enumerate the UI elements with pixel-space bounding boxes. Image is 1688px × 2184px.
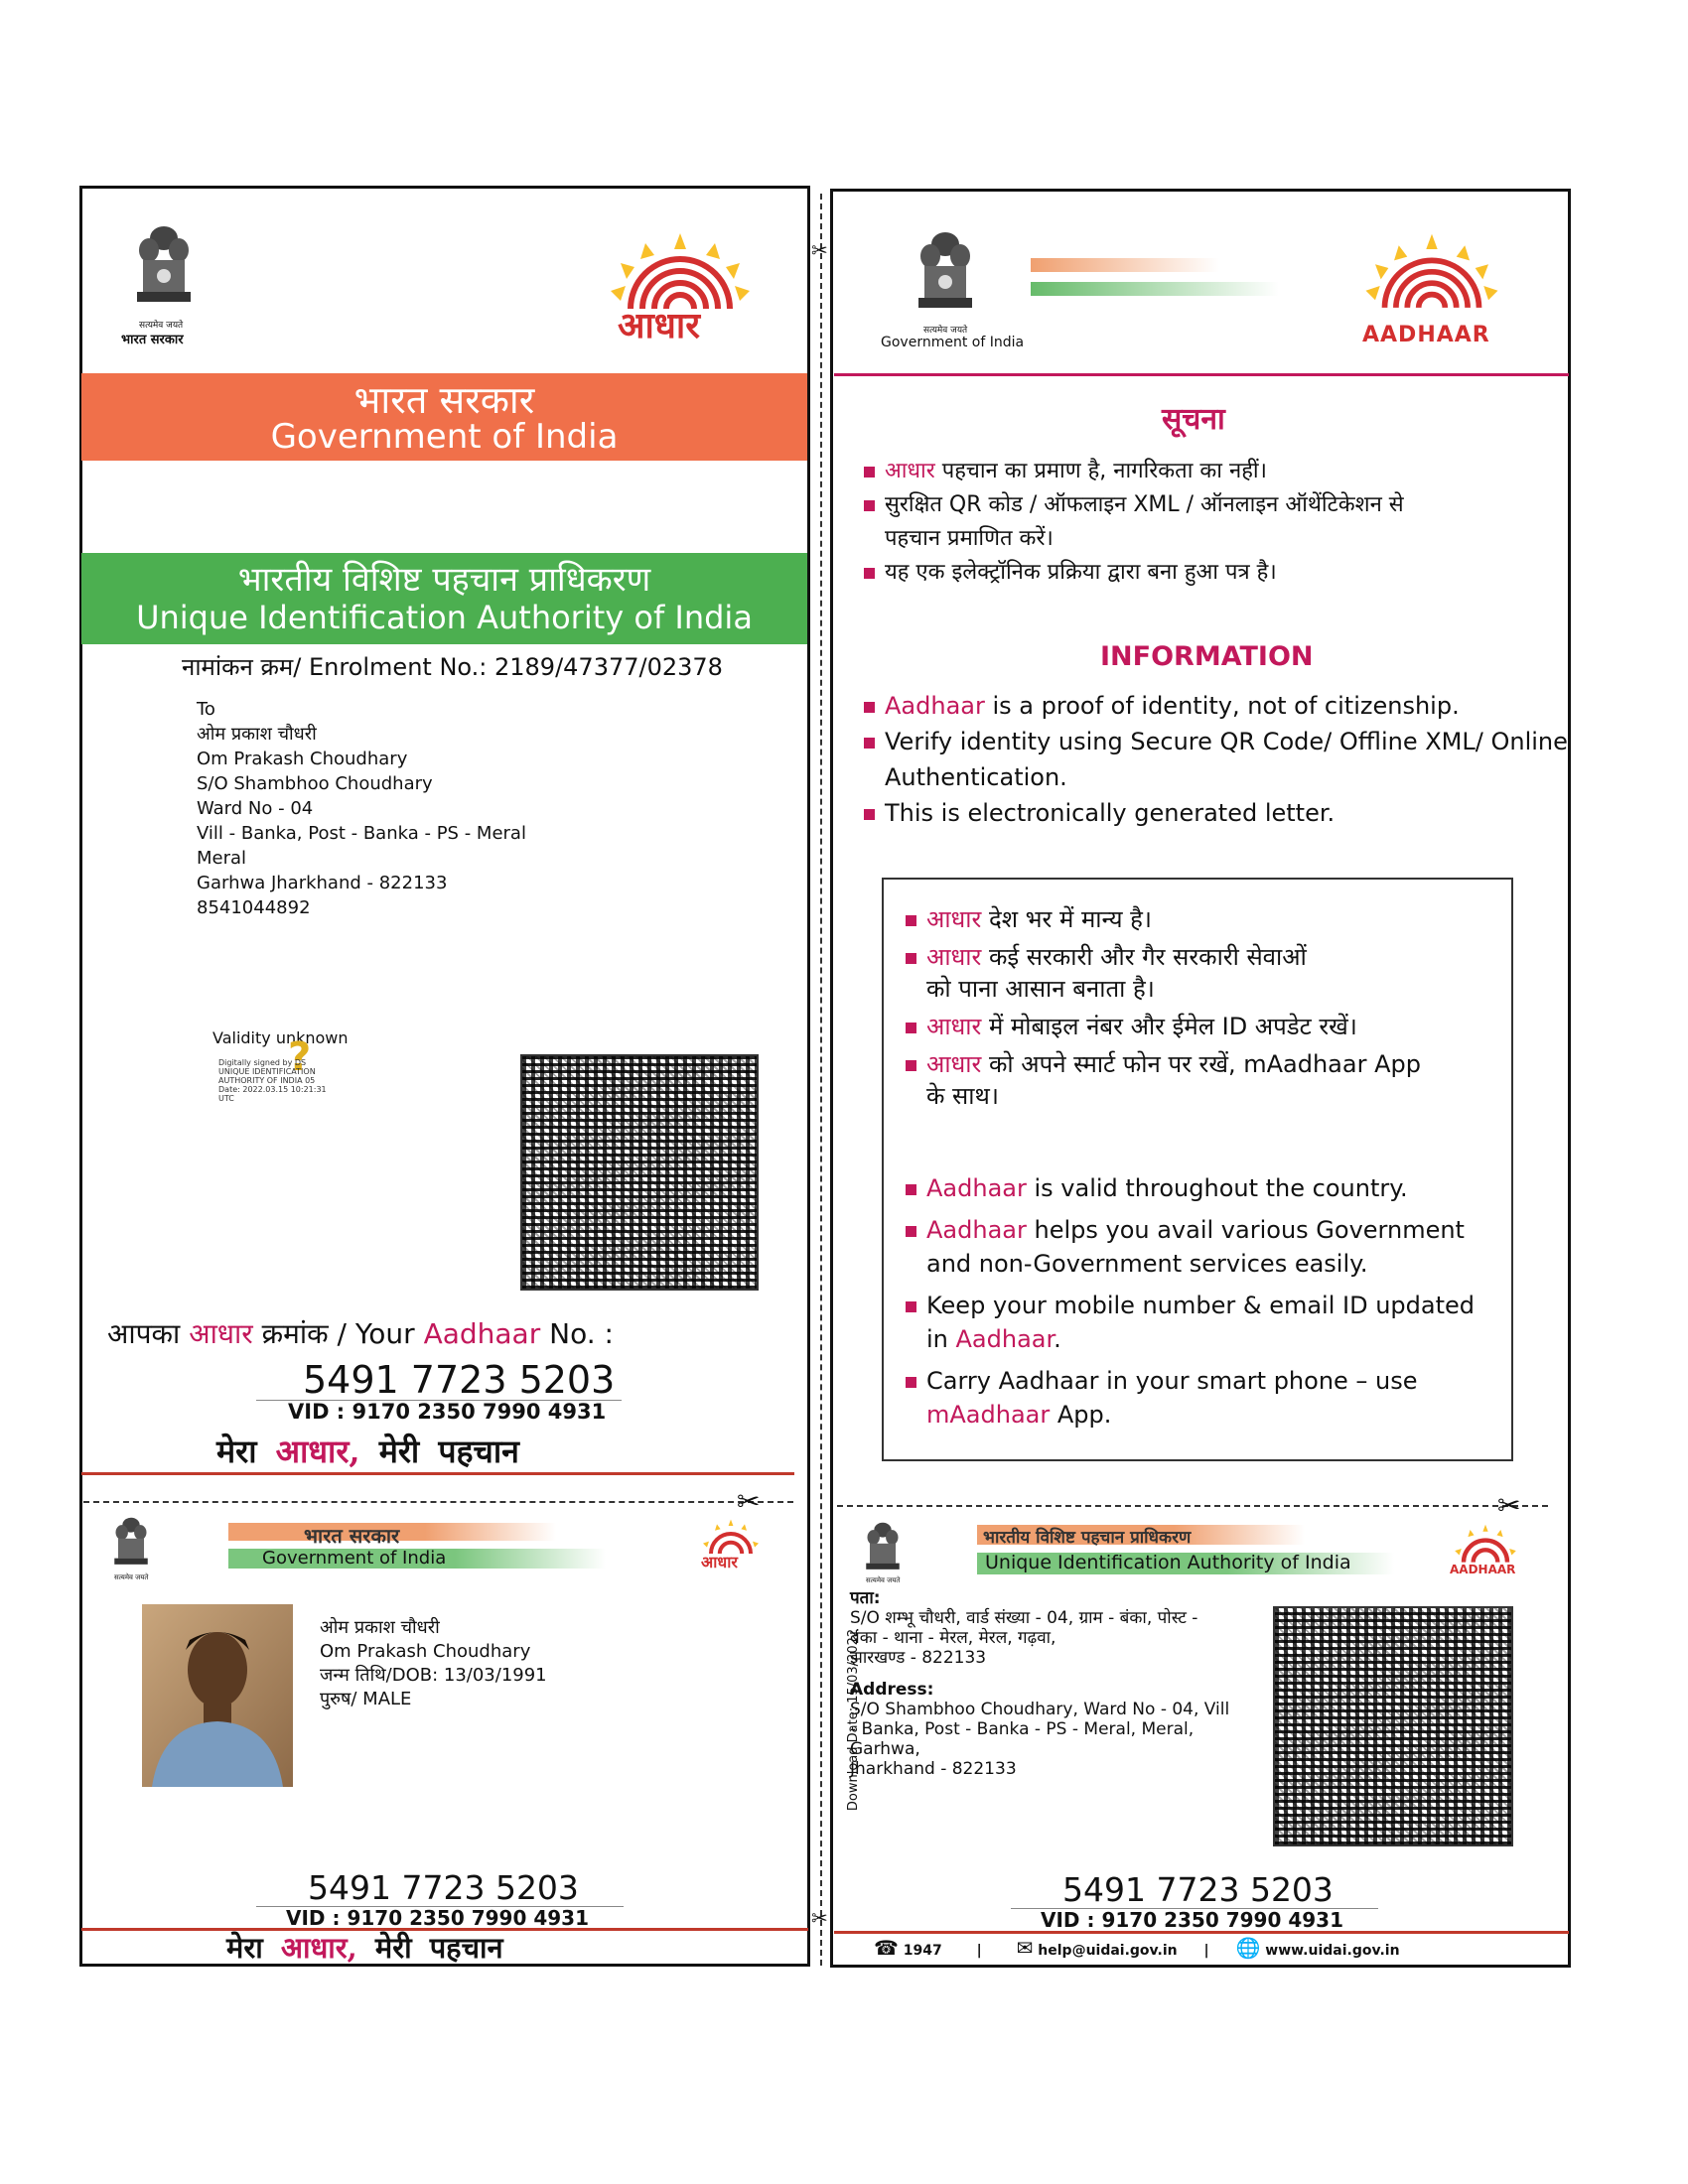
holder-name-hindi: ओम प्रकाश चौधरी	[320, 1617, 440, 1638]
card-holder-details	[320, 1616, 547, 1711]
center-cut-line	[820, 194, 822, 1966]
benefit-point: आधार देश भर में मान्य है।	[906, 903, 1421, 935]
vid-number: VID : 9170 2350 7990 4931	[1041, 1908, 1343, 1932]
aadhaar-number: 5491 7723 5203	[1062, 1870, 1334, 1909]
digital-signature-block	[218, 1058, 327, 1103]
aadhaar-logo-text: आधार	[701, 1553, 738, 1571]
benefit-point-continuation: mAadhaar App.	[926, 1401, 1112, 1429]
signature-line: UTC	[218, 1094, 234, 1103]
info-point: Aadhaar is a proof of identity, not of citizenship.	[864, 688, 1568, 724]
scissors-icon: ✂	[811, 1906, 828, 1930]
emblem-motto: सत्यमेव जयते	[114, 1573, 149, 1581]
national-emblem-icon	[129, 220, 199, 320]
benefit-point-continuation: को पाना आसान बनाता है।	[926, 975, 1155, 1003]
band-green-english: Unique Identification Authority of India	[136, 599, 753, 636]
benefit-point-continuation: and non-Government services easily.	[926, 1250, 1368, 1278]
info-title-english: INFORMATION	[1100, 641, 1314, 672]
address-line: Garhwa,	[850, 1739, 920, 1759]
label-part-highlight: Aadhaar	[423, 1317, 541, 1350]
address-line: Vill - Banka, Post - Banka - PS - Meral	[197, 823, 526, 844]
helpline-number: 1947	[903, 1943, 942, 1959]
emblem-motto: सत्यमेव जयते	[923, 326, 968, 336]
address-line: 8541044892	[197, 897, 311, 918]
signature-validity: Validity unknown	[212, 1028, 349, 1047]
card-title-english: Government of India	[262, 1548, 447, 1569]
signature-question-icon: ?	[288, 1034, 312, 1080]
aadhaar-logo-text: AADHAAR	[1362, 323, 1490, 347]
card-qr-code	[1273, 1606, 1513, 1846]
emblem-motto: सत्यमेव जयते	[139, 321, 184, 331]
photo-icon	[142, 1604, 293, 1787]
footer-separator: |	[976, 1943, 982, 1959]
holder-gender: पुरुष/ MALE	[320, 1689, 412, 1709]
band-orange-hindi: भारत सरकार	[353, 378, 535, 422]
tricolor-stripe-orange	[1031, 258, 1219, 272]
benefit-point: आधार कई सरकारी और गैर सरकारी सेवाओं	[906, 941, 1421, 973]
scissors-icon: ✂	[811, 238, 828, 262]
aadhaar-logo-icon	[1446, 1523, 1525, 1567]
address-line: - Banka, Post - Banka - PS - Meral, Meral,	[850, 1719, 1195, 1739]
label-part: क्रमांक / Your	[261, 1317, 415, 1350]
emblem-motto: सत्यमेव जयते	[866, 1576, 901, 1584]
benefit-point: Aadhaar is valid throughout the country.	[906, 1171, 1475, 1205]
signature-line: Digitally signed by DS	[218, 1058, 307, 1067]
globe-icon: 🌐	[1235, 1936, 1261, 1960]
emblem-caption: Government of India	[881, 335, 1025, 350]
recipient-address	[197, 697, 526, 920]
address-line: झारखण्ड - 822133	[850, 1648, 987, 1668]
english-info-list	[864, 688, 1568, 831]
aadhaar-logo-icon	[1342, 230, 1521, 325]
aadhaar-number: 5491 7723 5203	[303, 1358, 616, 1402]
slogan-part: मेरी पहचान	[378, 1433, 519, 1470]
slogan-part-highlight: आधार,	[275, 1433, 360, 1470]
phone-icon: ☎	[874, 1936, 899, 1960]
emblem-caption: भारत सरकार	[121, 333, 184, 347]
signature-line: Date: 2022.03.15 10:21:31	[218, 1085, 327, 1094]
address-line: बंका - थाना - मेरल, मेरल, गढ़वा,	[850, 1628, 1056, 1648]
benefit-point-continuation: in Aadhaar.	[926, 1325, 1061, 1353]
vid-number: VID : 9170 2350 7990 4931	[286, 1906, 589, 1930]
address-line: To	[197, 699, 215, 720]
info-point-continuation: Authentication.	[885, 763, 1067, 791]
divider-line	[81, 1472, 794, 1475]
national-emblem-icon	[861, 1519, 905, 1580]
address-label-hindi: पता:	[850, 1588, 881, 1608]
signature-line: UNIQUE IDENTIFICATION	[218, 1067, 316, 1076]
footer-separator: |	[1203, 1943, 1209, 1959]
benefit-point: Aadhaar helps you avail various Government	[906, 1213, 1475, 1247]
signature-line: AUTHORITY OF INDIA 05	[218, 1076, 316, 1085]
contact-footer	[874, 1936, 1400, 1960]
address-line: Om Prakash Choudhary	[197, 749, 408, 769]
aadhaar-number: 5491 7723 5203	[308, 1868, 579, 1907]
label-part: आपका	[107, 1317, 181, 1350]
download-date: Download Date: 15/03/2022	[846, 1628, 862, 1812]
address-line: ओम प्रकाश चौधरी	[197, 724, 317, 745]
address-line: Garhwa Jharkhand - 822133	[197, 873, 448, 893]
info-title-hindi: सूचना	[1162, 402, 1225, 437]
address-line: Ward No - 04	[197, 798, 314, 819]
aadhaar-logo-text: AADHAAR	[1450, 1563, 1516, 1576]
band-green-hindi: भारतीय विशिष्ट पहचान प्राधिकरण	[237, 560, 651, 600]
divider-line	[834, 373, 1569, 376]
address-english-block	[850, 1680, 1229, 1779]
helpline-email: help@uidai.gov.in	[1038, 1943, 1178, 1959]
horizontal-cut-line	[837, 1505, 1548, 1507]
slogan-part: मेरा	[226, 1931, 263, 1965]
slogan-part: मेरी पहचान	[374, 1931, 503, 1965]
tricolor-stripe-green	[1031, 282, 1279, 296]
hindi-info-list	[864, 455, 1404, 590]
info-point: This is electronically generated letter.	[864, 795, 1568, 831]
label-part: No. :	[549, 1317, 614, 1350]
address-line: S/O Shambhoo Choudhary, Ward No - 04, Vill	[850, 1700, 1230, 1719]
card-title-hindi: भारतीय विशिष्ट पहचान प्राधिकरण	[983, 1528, 1192, 1548]
info-point: सुरक्षित QR कोड / ऑफलाइन XML / ऑनलाइन ऑथेंटिकेशन से	[864, 488, 1404, 522]
scissors-icon: ✂	[1497, 1489, 1521, 1522]
address-line: Jharkhand - 822133	[850, 1759, 1017, 1779]
enrolment-number: नामांकन क्रम/ Enrolment No.: 2189/47377/02378	[182, 653, 723, 681]
slogan-part-highlight: आधार,	[280, 1931, 357, 1965]
card-title-english: Unique Identification Authority of India	[985, 1552, 1351, 1573]
address-line: S/O शम्भू चौधरी, वार्ड संख्या - 04, ग्राम - बंका, पोस्ट -	[850, 1608, 1198, 1628]
website-url: www.uidai.gov.in	[1265, 1943, 1400, 1959]
band-orange-english: Government of India	[270, 417, 619, 457]
horizontal-cut-line	[83, 1501, 793, 1503]
vid-number: VID : 9170 2350 7990 4931	[288, 1400, 607, 1424]
benefit-point: Keep your mobile number & email ID updated	[906, 1289, 1475, 1322]
benefit-point: आधार को अपने स्मार्ट फोन पर रखें, mAadhaar App	[906, 1048, 1421, 1080]
your-aadhaar-number-label	[107, 1314, 614, 1352]
address-line: Meral	[197, 848, 247, 869]
aadhaar-logo-text: आधार	[618, 305, 700, 346]
national-emblem-icon	[911, 226, 980, 326]
benefit-point: Carry Aadhaar in your smart phone – use	[906, 1364, 1475, 1398]
secure-qr-code	[520, 1054, 759, 1291]
address-line: S/O Shambhoo Choudhary	[197, 773, 433, 794]
benefit-point-continuation: के साथ।	[926, 1082, 999, 1110]
card-title-hindi: भारत सरकार	[304, 1524, 400, 1548]
benefits-english-list	[906, 1171, 1475, 1432]
slogan	[226, 1928, 503, 1967]
benefits-hindi-list	[906, 903, 1421, 1112]
info-point: आधार पहचान का प्रमाण है, नागरिकता का नहीं।	[864, 455, 1404, 488]
address-label-english: Address:	[850, 1680, 934, 1700]
info-point-continuation: पहचान प्रमाणित करें।	[885, 526, 1054, 551]
holder-name-english: Om Prakash Choudhary	[320, 1641, 531, 1662]
national-emblem-icon	[109, 1514, 153, 1575]
slogan	[216, 1430, 519, 1472]
slogan-part: मेरा	[216, 1433, 257, 1470]
label-part-highlight: आधार	[189, 1317, 253, 1350]
info-point: यह एक इलेक्ट्रॉनिक प्रक्रिया द्वारा बना हुआ पत्र है।	[864, 556, 1404, 590]
divider-line	[834, 1931, 1569, 1934]
address-hindi-block	[850, 1588, 1197, 1668]
email-icon: ✉	[1016, 1936, 1034, 1960]
info-point: Verify identity using Secure QR Code/ Offline XML/ Online	[864, 724, 1568, 759]
holder-dob: जन्म तिथि/DOB: 13/03/1991	[320, 1665, 547, 1686]
scissors-icon: ✂	[737, 1485, 761, 1518]
benefit-point: आधार में मोबाइल नंबर और ईमेल ID अपडेट रखें।	[906, 1011, 1421, 1042]
